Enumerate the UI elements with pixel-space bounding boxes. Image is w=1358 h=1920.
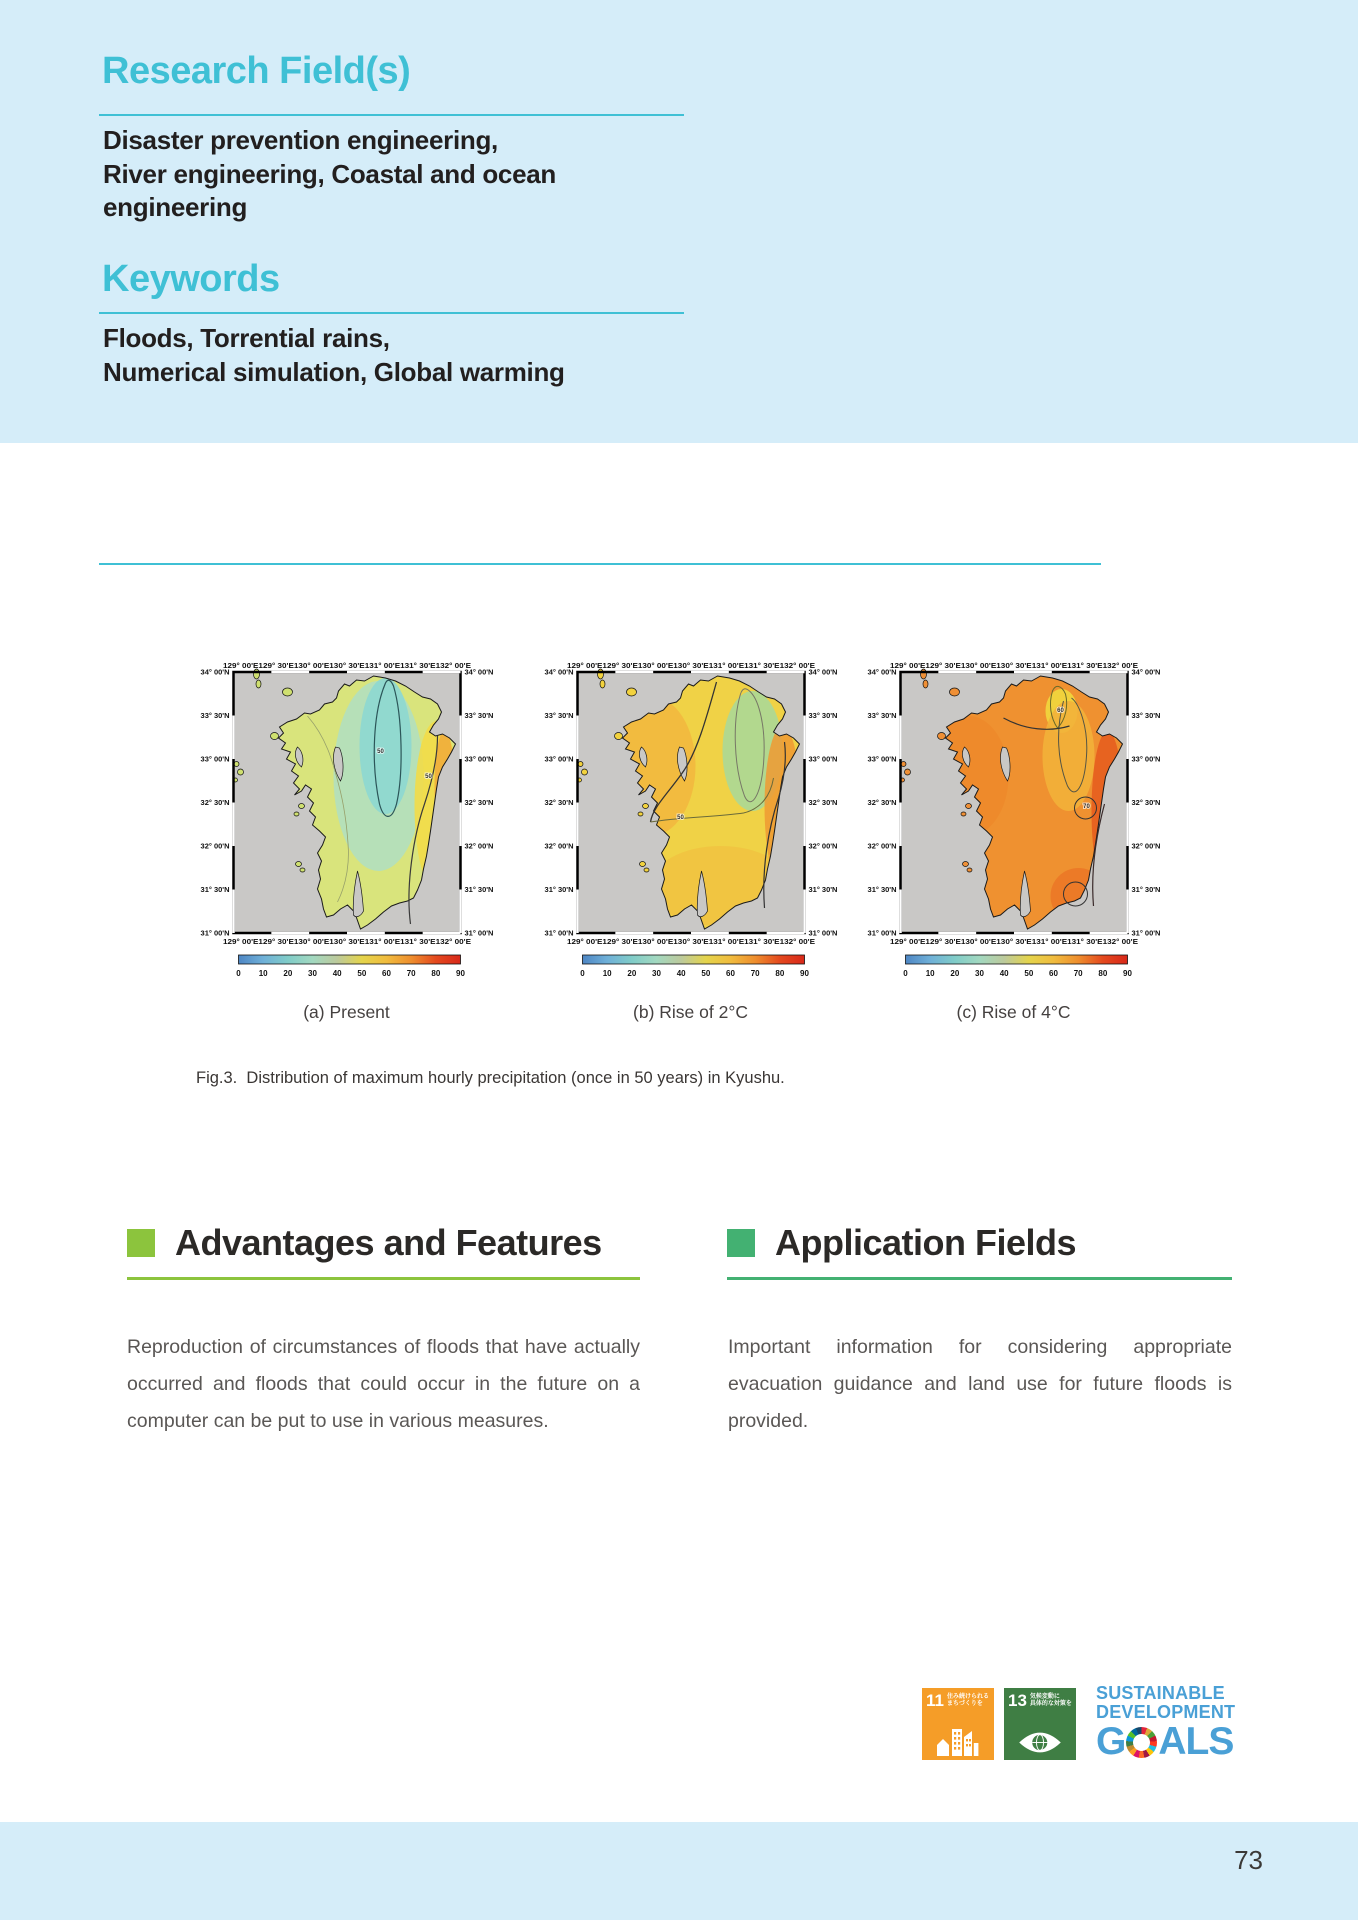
sdg-logo: [1096, 1684, 1235, 1761]
map-rise-4c: [853, 656, 1174, 981]
lon-labels: 129° 00'E129° 30'E130° 00'E130° 30'E131° 00'E131° 30'E132° 00'E: [890, 937, 1138, 946]
map-figure-2: [853, 656, 1174, 981]
colorbar-tick: 30: [308, 969, 317, 978]
colorbar-tick: 40: [999, 969, 1009, 978]
lon-labels: 129° 00'E129° 30'E130° 00'E130° 30'E131° 00'E131° 30'E132° 00'E: [890, 661, 1138, 670]
lat-label: 31° 30'N: [544, 885, 574, 894]
lat-label: 32° 00'N: [464, 841, 494, 851]
colorbar-tick: 20: [627, 969, 637, 978]
sdg-goal-11-number: 11: [926, 1691, 944, 1710]
map-figure-0: [186, 656, 507, 981]
keywords-rule: [99, 312, 684, 314]
sdg-goal-11-caption: 住み続けられる まちづくりを: [946, 1694, 989, 1707]
application-bullet-square: [727, 1229, 755, 1257]
advantages-bullet-square: [127, 1229, 155, 1257]
lat-label: 33° 30'N: [544, 711, 574, 720]
research-fields-title: Research Field(s): [102, 50, 411, 92]
research-line: River engineering, Coastal and ocean: [103, 158, 556, 189]
advantages-body: Reproduction of circumstances of floods that have actually occurred and floods that could occur in the future on a computer can be put to use in various measures.: [127, 1336, 640, 1432]
colorbar-tick: 70: [406, 969, 416, 978]
colorbar-tick: 50: [1024, 969, 1034, 978]
colorbar-tick: 0: [236, 969, 241, 978]
colorbar-tick: 50: [701, 969, 711, 978]
footer-band: [0, 1822, 1358, 1920]
colorbar-tick: 70: [750, 969, 760, 978]
lat-label: 33° 00'N: [544, 754, 574, 764]
sdg-goal-11-header: [922, 1688, 994, 1709]
lat-label: 31° 30'N: [464, 885, 494, 894]
keywords-line: Floods, Torrential rains,: [103, 323, 390, 353]
advantages-rule: [127, 1277, 640, 1280]
sdg-goal-11-tile: [922, 1688, 994, 1760]
city-buildings-icon: [935, 1726, 981, 1756]
sdg-goal-13-header: [1004, 1688, 1076, 1709]
colorbar-tick: 20: [283, 969, 293, 978]
colorbar: [583, 955, 805, 964]
lat-label: 32° 00'N: [867, 841, 897, 851]
map-caption-a: (a) Present: [303, 1002, 390, 1022]
lat-label: 32° 30'N: [200, 798, 230, 807]
lat-label: 33° 30'N: [464, 711, 494, 720]
sdg-goals-g: G: [1096, 1720, 1126, 1763]
lat-label: 34° 00'N: [544, 667, 574, 677]
lon-labels: 129° 00'E129° 30'E130° 00'E130° 30'E131° 00'E131° 30'E132° 00'E: [567, 937, 815, 946]
lat-label: 33° 30'N: [1131, 711, 1161, 720]
lon-labels: 129° 00'E129° 30'E130° 00'E130° 30'E131° 00'E131° 30'E132° 00'E: [223, 661, 471, 670]
lat-label: 32° 30'N: [808, 798, 838, 807]
research-line: engineering: [103, 192, 248, 222]
application-rule: [727, 1277, 1232, 1280]
colorbar-tick: 60: [726, 969, 735, 978]
lat-label: 33° 00'N: [1131, 754, 1161, 764]
colorbar-tick: 40: [676, 969, 686, 978]
colorbar-tick: 90: [800, 969, 809, 978]
contour-label: 50: [677, 815, 684, 821]
sdg-goals-als: ALS: [1158, 1720, 1234, 1763]
colorbar-tick: 40: [332, 969, 342, 978]
application-title: Application Fields: [775, 1222, 1077, 1263]
sdg-goal-13-caption: 気候変動に 具体的な対策を: [1029, 1694, 1072, 1707]
colorbar-tick: 10: [258, 969, 268, 978]
lat-label: 31° 00'N: [808, 928, 838, 938]
colorbar-tick: 60: [382, 969, 391, 978]
map-present: [186, 656, 507, 981]
lat-label: 34° 00'N: [464, 667, 494, 677]
colorbar: [239, 955, 461, 964]
lat-label: 33° 30'N: [867, 711, 897, 720]
figure-caption: Fig.3. Distribution of maximum hourly precipitation (once in 50 years) in Kyushu.: [196, 1069, 785, 1087]
map-rise-2c: [530, 656, 851, 981]
colorbar-tick: 80: [1098, 969, 1108, 978]
lat-label: 32° 00'N: [1131, 841, 1161, 851]
colorbar-tick: 10: [925, 969, 935, 978]
lat-label: 31° 00'N: [544, 928, 574, 938]
lat-label: 33° 30'N: [808, 711, 838, 720]
lat-label: 33° 30'N: [200, 711, 230, 720]
lat-label: 31° 00'N: [1131, 928, 1161, 938]
page-number: 73: [1234, 1845, 1263, 1875]
lat-label: 32° 00'N: [200, 841, 230, 851]
colorbar: [906, 955, 1128, 964]
sdg-goal-13-tile: [1004, 1688, 1076, 1760]
keywords-line: Numerical simulation, Global warming: [103, 356, 565, 387]
lon-labels: 129° 00'E129° 30'E130° 00'E130° 30'E131° 00'E131° 30'E132° 00'E: [567, 661, 815, 670]
sdg-goal-13-number: 13: [1008, 1691, 1027, 1710]
lat-label: 31° 00'N: [464, 928, 494, 938]
colorbar-tick: 30: [652, 969, 661, 978]
map-caption-b: (b) Rise of 2°C: [633, 1002, 748, 1022]
colorbar-tick: 50: [357, 969, 367, 978]
lat-label: 31° 00'N: [867, 928, 897, 938]
advantages-title: Advantages and Features: [175, 1222, 602, 1263]
lat-label: 31° 30'N: [1131, 885, 1161, 894]
lat-label: 31° 30'N: [200, 885, 230, 894]
lat-label: 32° 30'N: [464, 798, 494, 807]
research-fields-rule: [99, 114, 684, 116]
lat-label: 34° 00'N: [200, 667, 230, 677]
lat-label: 33° 00'N: [867, 754, 897, 764]
map-caption-c: (c) Rise of 4°C: [956, 1002, 1071, 1022]
colorbar-tick: 0: [580, 969, 585, 978]
lat-label: 33° 00'N: [464, 754, 494, 764]
colorbar-tick: 90: [1123, 969, 1132, 978]
lat-label: 31° 30'N: [867, 885, 897, 894]
lat-label: 34° 00'N: [1131, 667, 1161, 677]
lat-label: 34° 00'N: [867, 667, 897, 677]
contour-label: 50: [377, 749, 384, 755]
lat-label: 32° 00'N: [808, 841, 838, 851]
application-body: Important information for considering appropriate evacuation guidance and land use for future floods is provided.: [728, 1336, 1232, 1432]
sdg-goals-row: [1096, 1720, 1235, 1763]
section-divider-rule: [99, 563, 1101, 565]
lon-labels: 129° 00'E129° 30'E130° 00'E130° 30'E131° 00'E131° 30'E132° 00'E: [223, 937, 471, 946]
lat-label: 32° 30'N: [867, 798, 897, 807]
research-fields-text: [103, 124, 556, 225]
keywords-text: [103, 322, 565, 389]
colorbar-tick: 0: [903, 969, 908, 978]
lat-label: 34° 00'N: [808, 667, 838, 677]
research-line: Disaster prevention engineering,: [103, 125, 498, 155]
map-figure-1: [530, 656, 851, 981]
sdg-color-wheel-icon: [1126, 1727, 1157, 1758]
keywords-title: Keywords: [102, 258, 280, 300]
contour-label: 70: [1083, 804, 1090, 810]
lat-label: 31° 30'N: [808, 885, 838, 894]
colorbar-tick: 80: [431, 969, 441, 978]
contour-label: 50: [425, 774, 432, 780]
lat-label: 32° 30'N: [544, 798, 574, 807]
lat-label: 31° 00'N: [200, 928, 230, 938]
colorbar-tick: 70: [1073, 969, 1083, 978]
colorbar-tick: 80: [775, 969, 785, 978]
lat-label: 33° 00'N: [200, 754, 230, 764]
colorbar-tick: 20: [950, 969, 960, 978]
sdg-logo-line2: DEVELOPMENT: [1096, 1702, 1236, 1722]
colorbar-tick: 60: [1049, 969, 1058, 978]
colorbar-tick: 10: [602, 969, 612, 978]
lat-label: 32° 30'N: [1131, 798, 1161, 807]
colorbar-tick: 30: [975, 969, 984, 978]
lat-label: 33° 00'N: [808, 754, 838, 764]
lat-label: 32° 00'N: [544, 841, 574, 851]
climate-eye-icon: [1017, 1729, 1063, 1756]
colorbar-tick: 90: [456, 969, 465, 978]
contour-label: 60: [1057, 708, 1064, 714]
sdg-logo-line1: SUSTAINABLE: [1096, 1683, 1225, 1703]
